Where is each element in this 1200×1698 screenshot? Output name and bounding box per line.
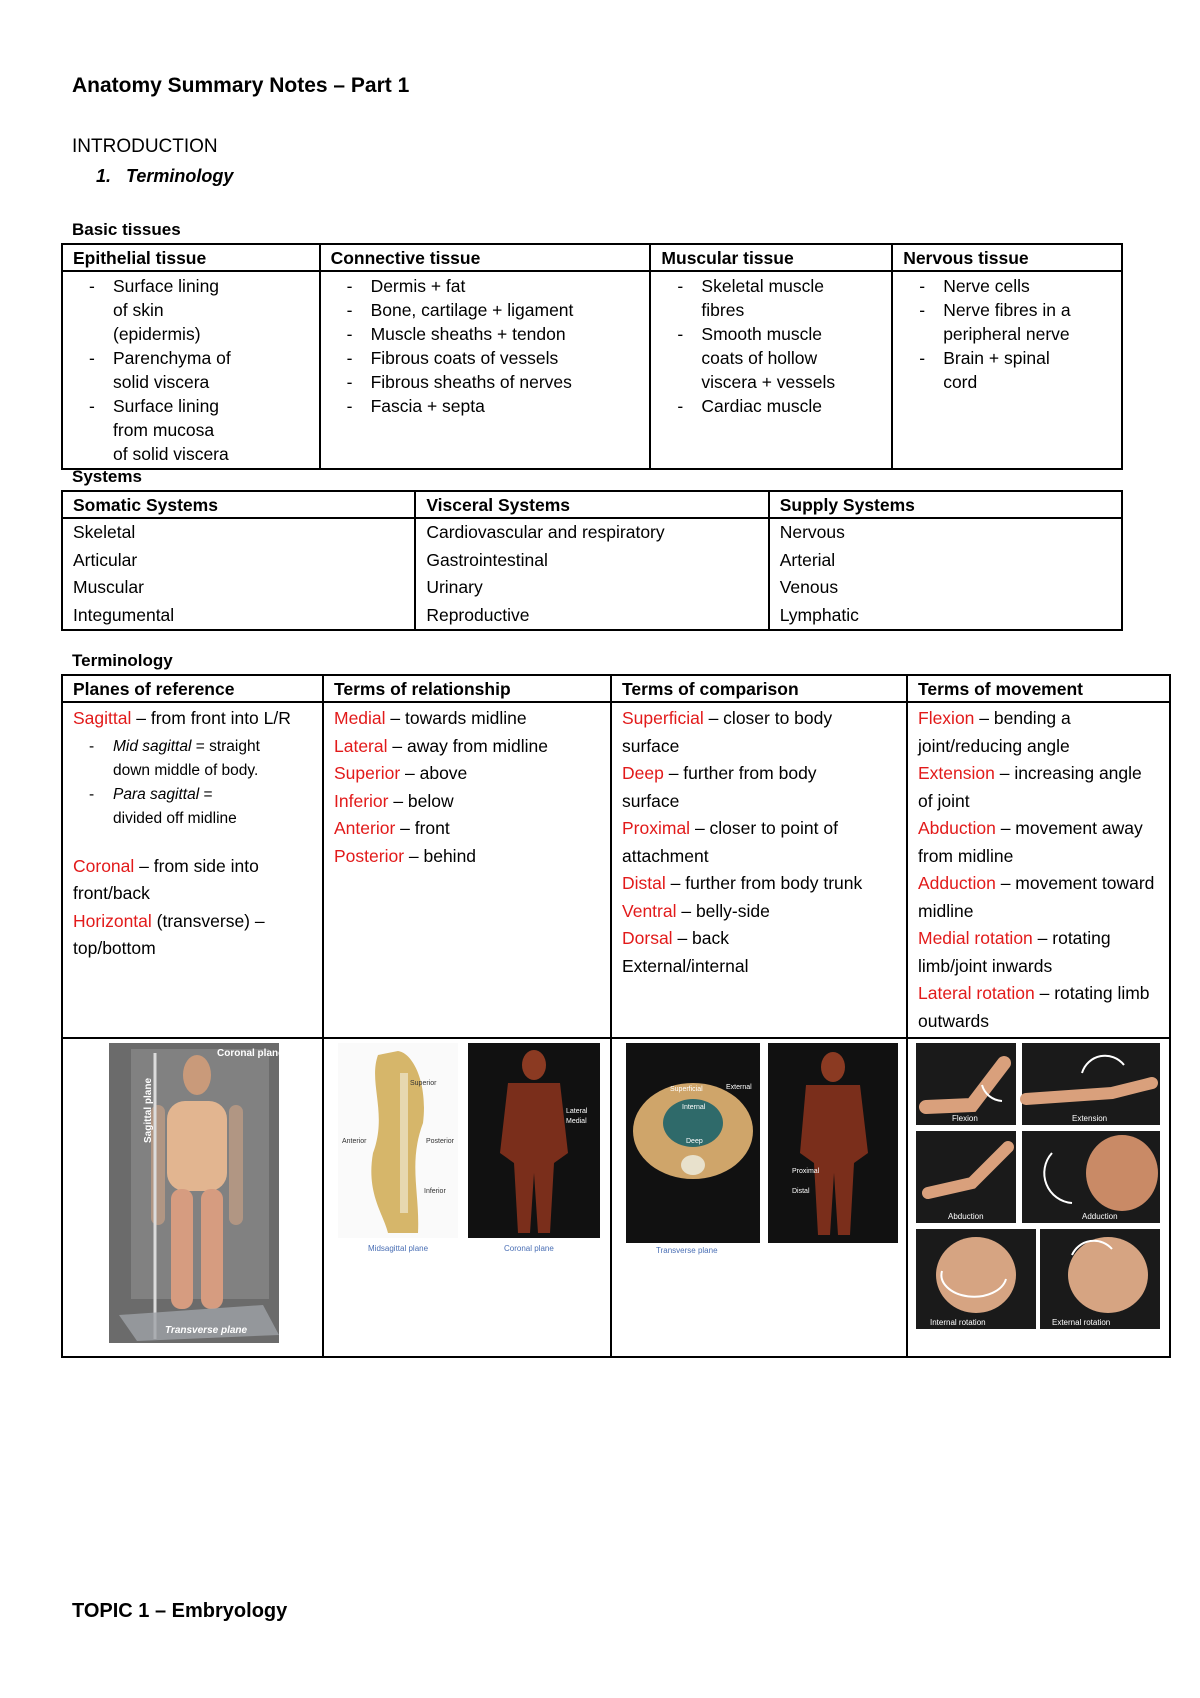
- term-coronal: Coronal: [73, 855, 135, 876]
- external-rotation-caption: External rotation: [1052, 1318, 1111, 1327]
- comparison-cell: [611, 702, 907, 1038]
- table-cell: Lymphatic: [769, 602, 1122, 631]
- relationship-cell: [323, 702, 611, 1038]
- list-item: - Parenchyma of solid viscera: [73, 346, 233, 394]
- list-item: [622, 925, 872, 953]
- relationship-illustration: [328, 1043, 606, 1343]
- table-cell: Articular: [62, 547, 415, 575]
- list-item: [918, 705, 1158, 760]
- tissue-cell-connective: [320, 271, 651, 469]
- table-cell: Cardiovascular and respiratory: [415, 518, 768, 547]
- adduction-shoulder: [1086, 1135, 1158, 1211]
- table-cell: Reproductive: [415, 602, 768, 631]
- list-item: - Fascia + septa: [331, 394, 640, 418]
- label-deep: Deep: [686, 1138, 703, 1145]
- term-word: Dorsal: [622, 928, 673, 948]
- term-def: – rotating limb/joint inwards: [918, 928, 1111, 976]
- term-word: Inferior: [334, 790, 389, 811]
- list-item: [622, 870, 872, 898]
- planes-cell: [62, 702, 323, 1038]
- term-word: Abduction: [918, 818, 996, 838]
- label-superior: Superior: [410, 1080, 437, 1087]
- list-item: [334, 760, 600, 788]
- table-row: [62, 518, 1122, 547]
- subsection-heading: [96, 166, 233, 187]
- table-cell: Gastrointestinal: [415, 547, 768, 575]
- term-word: Distal: [622, 873, 666, 893]
- term-def: – from side into front/back: [73, 855, 259, 903]
- table-cell: Arterial: [769, 547, 1122, 575]
- table-header: Somatic Systems: [62, 491, 415, 518]
- table-header: Planes of reference: [62, 675, 323, 702]
- term-def: – closer to point of attachment: [622, 818, 838, 866]
- table-header: Connective tissue: [320, 244, 651, 271]
- subsection-number: 1.: [96, 166, 112, 186]
- coronal-plane-label: Coronal plane: [217, 1048, 284, 1059]
- terminology-caption: Terminology: [72, 651, 173, 670]
- term-def: – away from midline: [387, 735, 548, 756]
- right-leg-shape: [201, 1189, 223, 1309]
- extension-caption: Extension: [1072, 1114, 1108, 1123]
- flexion-caption: Flexion: [952, 1114, 978, 1123]
- term-def: – belly-side: [676, 900, 770, 921]
- transverse-caption: Transverse plane: [656, 1246, 718, 1255]
- term-def: – behind: [404, 845, 477, 866]
- list-item: [334, 705, 600, 733]
- term-def: – further from body trunk: [665, 873, 863, 893]
- table-header: Epithelial tissue: [62, 244, 320, 271]
- label-posterior: Posterior: [426, 1138, 455, 1145]
- horizontal-entry: [73, 908, 303, 963]
- label-inferior: Inferior: [424, 1188, 446, 1195]
- term-word: Proximal: [622, 818, 691, 838]
- term-def: – back: [672, 928, 730, 948]
- subsection-title: Terminology: [126, 166, 234, 186]
- term-def: – movement away from midline: [918, 818, 1143, 866]
- term-def: – bending a joint/reducing angle: [918, 708, 1071, 756]
- sagittal-entry: [73, 705, 293, 733]
- document-title: Anatomy Summary Notes – Part 1: [72, 74, 410, 97]
- tissue-cell-muscular: [650, 271, 892, 469]
- term-sagittal: Sagittal: [73, 708, 132, 728]
- list-item: - Surface lining from mucosa of solid viscera: [73, 394, 233, 466]
- midsagittal-caption: Midsagittal plane: [368, 1244, 429, 1253]
- term-def: – movement toward midline: [918, 873, 1155, 921]
- left-leg-shape: [171, 1189, 193, 1309]
- term-def: – increasing angle of joint: [918, 763, 1142, 811]
- label-internal: Internal: [682, 1104, 706, 1111]
- transverse-plane-label: Transverse plane: [165, 1325, 248, 1336]
- table-header: Supply Systems: [769, 491, 1122, 518]
- term-def: – towards midline: [385, 708, 527, 728]
- list-item: [73, 735, 263, 783]
- movement-illustration: [912, 1043, 1165, 1343]
- list-item: [622, 705, 872, 760]
- label-proximal: Proximal: [792, 1168, 820, 1175]
- term-def: – above: [400, 763, 468, 783]
- systems-table: [61, 490, 1123, 631]
- term-def: – closer to body surface: [622, 708, 833, 756]
- term-def: External/internal: [622, 955, 749, 976]
- label-medial: Medial: [566, 1118, 587, 1125]
- term-word: Medial: [334, 708, 386, 728]
- head-shape: [183, 1055, 211, 1095]
- list-item: - Smooth muscle coats of hollow viscera + vessels: [661, 322, 841, 394]
- term-def: – further from body surface: [622, 763, 817, 811]
- external-rotation-torso: [1068, 1237, 1148, 1313]
- list-item: - Skeletal muscle fibres: [661, 274, 841, 322]
- list-item: - Fibrous coats of vessels: [331, 346, 640, 370]
- tissue-cell-nervous: [892, 271, 1122, 469]
- internal-rotation-torso: [936, 1237, 1016, 1313]
- list-item: - Bone, cartilage + ligament: [331, 298, 640, 322]
- term-word: Adduction: [918, 873, 996, 893]
- abduction-panel: [916, 1131, 1016, 1223]
- table-header: Visceral Systems: [415, 491, 768, 518]
- table-header: Nervous tissue: [892, 244, 1122, 271]
- sagittal-plane-label: Sagittal plane: [143, 1077, 154, 1143]
- term-word: Extension: [918, 763, 995, 783]
- movement-cell: [907, 702, 1170, 1038]
- table-cell: Integumental: [62, 602, 415, 631]
- term-mid-sagittal: Mid sagittal: [113, 737, 192, 755]
- list-item: [622, 760, 872, 815]
- section-heading-intro: INTRODUCTION: [72, 136, 218, 157]
- coronal-entry: [73, 853, 303, 908]
- label-external: External: [726, 1084, 752, 1091]
- list-item: [334, 815, 600, 843]
- term-def: – below: [388, 790, 454, 811]
- term-word: Ventral: [622, 900, 677, 921]
- vertebra-shape: [681, 1155, 705, 1175]
- list-item: [918, 815, 1158, 870]
- spine-shape: [400, 1073, 408, 1213]
- term-horizontal: Horizontal: [73, 910, 152, 931]
- list-item: [334, 843, 600, 871]
- table-header: Terms of relationship: [323, 675, 611, 702]
- list-item: - Surface lining of skin (epidermis): [73, 274, 233, 346]
- torso-shape: [167, 1101, 227, 1191]
- list-item: - Nerve cells: [903, 274, 1073, 298]
- list-item: [73, 783, 263, 831]
- table-row: [62, 602, 1122, 631]
- abduction-caption: Abduction: [948, 1212, 984, 1221]
- list-item: [622, 898, 872, 926]
- body-planes-illustration: [67, 1043, 318, 1343]
- movement-image-cell: [907, 1038, 1170, 1357]
- comparison-image-cell: [611, 1038, 907, 1357]
- label-superficial: Superficial: [670, 1086, 703, 1093]
- list-item: - Nerve fibres in a peripheral nerve: [903, 298, 1073, 346]
- internal-rotation-caption: Internal rotation: [930, 1318, 986, 1327]
- term-para-sagittal: Para sagittal: [113, 785, 200, 803]
- table-cell: Urinary: [415, 574, 768, 602]
- systems-caption: Systems: [72, 467, 142, 486]
- topic-heading: TOPIC 1 – Embryology: [72, 1600, 288, 1622]
- coronal-head-shape: [522, 1050, 546, 1080]
- term-def: (transverse) – top/bottom: [73, 910, 265, 958]
- term-def: = straight down middle of body.: [113, 737, 260, 779]
- table-cell: Nervous: [769, 518, 1122, 547]
- label-lateral: Lateral: [566, 1108, 588, 1115]
- list-item: - Cardiac muscle: [661, 394, 841, 418]
- term-def: = divided off midline: [113, 785, 237, 827]
- list-item: - Muscle sheaths + tendon: [331, 322, 640, 346]
- term-word: Medial rotation: [918, 928, 1033, 948]
- table-cell: Muscular: [62, 574, 415, 602]
- list-item: [622, 953, 872, 981]
- comparison-illustration: [616, 1043, 902, 1343]
- label-distal: Distal: [792, 1188, 810, 1195]
- basic-tissues-table: [61, 243, 1123, 470]
- term-word: Lateral rotation: [918, 983, 1035, 1003]
- planes-image-cell: [62, 1038, 323, 1357]
- list-item: [334, 788, 600, 816]
- coronal-head-shape: [821, 1052, 845, 1082]
- term-word: Anterior: [334, 818, 396, 838]
- table-row: [62, 547, 1122, 575]
- table-cell: Skeletal: [62, 518, 415, 547]
- right-arm-shape: [229, 1105, 243, 1225]
- list-item: [918, 870, 1158, 925]
- table-header: Terms of movement: [907, 675, 1170, 702]
- label-anterior: Anterior: [342, 1138, 367, 1145]
- list-item: [334, 733, 600, 761]
- term-def: – front: [395, 818, 450, 838]
- table-header: Terms of comparison: [611, 675, 907, 702]
- term-word: Deep: [622, 763, 664, 783]
- list-item: - Brain + spinal cord: [903, 346, 1073, 394]
- basic-tissues-caption: Basic tissues: [72, 220, 181, 239]
- term-word: Lateral: [334, 735, 388, 756]
- coronal-caption: Coronal plane: [504, 1244, 554, 1253]
- table-row: [62, 574, 1122, 602]
- list-item: [918, 760, 1158, 815]
- term-def: – rotating limb outwards: [918, 983, 1150, 1031]
- tissue-cell-epithelial: [62, 271, 320, 469]
- table-cell: Venous: [769, 574, 1122, 602]
- terminology-table: [61, 674, 1171, 1358]
- term-word: Posterior: [334, 845, 405, 866]
- list-item: [622, 815, 872, 870]
- adduction-caption: Adduction: [1082, 1212, 1118, 1221]
- table-header: Muscular tissue: [650, 244, 892, 271]
- term-word: Superior: [334, 763, 401, 783]
- list-item: - Dermis + fat: [331, 274, 640, 298]
- list-item: [918, 925, 1158, 980]
- term-word: Superficial: [622, 708, 704, 728]
- term-word: Flexion: [918, 708, 975, 728]
- list-item: [918, 980, 1158, 1035]
- relationship-image-cell: [323, 1038, 611, 1357]
- sagittal-body-shape: [371, 1051, 424, 1233]
- term-def: – from front into L/R: [131, 708, 291, 728]
- list-item: - Fibrous sheaths of nerves: [331, 370, 640, 394]
